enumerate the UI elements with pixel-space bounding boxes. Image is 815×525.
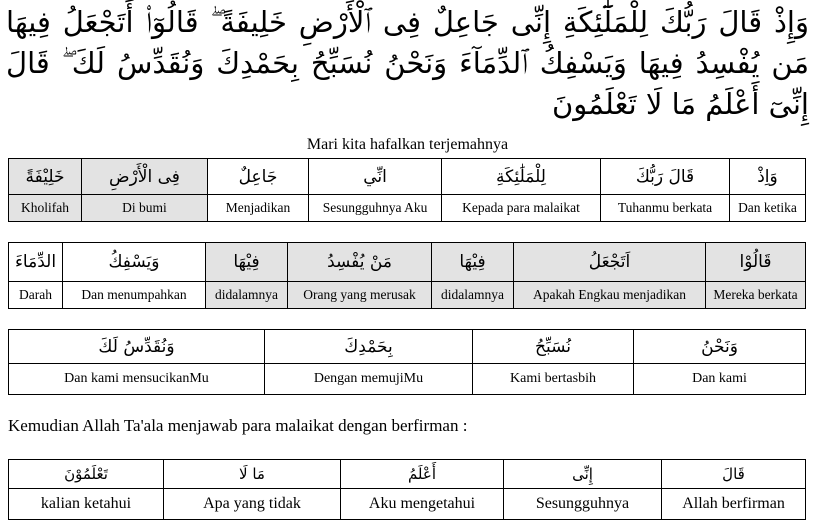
arabic-word: قَالَ — [662, 460, 806, 489]
arabic-word: تَعْلَمُوْنَ — [9, 460, 164, 489]
translation: Apa yang tidak — [164, 489, 341, 520]
arabic-word: خَلِيْفَةً — [9, 159, 82, 195]
translation: Sesungguhnya Aku — [309, 195, 442, 222]
arabic-word: فِيْهَا — [432, 243, 514, 282]
memorize-heading: Mari kita hafalkan terjemahnya — [306, 136, 509, 153]
translation: Dan ketika — [730, 195, 806, 222]
translation: Darah — [9, 282, 63, 309]
arabic-word: قَالُوْا — [706, 243, 806, 282]
translation: Dengan memujiMu — [265, 364, 473, 395]
translation: Dan kami — [634, 364, 806, 395]
arabic-word: إِنِّى — [504, 460, 662, 489]
translation: Dan menumpahkan — [63, 282, 206, 309]
vocabulary-table-2 — [8, 242, 806, 309]
translation: Menjadikan — [208, 195, 309, 222]
arabic-word: أَعْلَمُ — [341, 460, 504, 489]
translation: kalian ketahui — [9, 489, 164, 520]
arabic-word: مَا لَا — [164, 460, 341, 489]
translation: Mereka berkata — [706, 282, 806, 309]
vocabulary-table-4 — [8, 459, 806, 520]
arabic-word: جَاعِلٌ — [208, 159, 309, 195]
translation: Kami bertasbih — [473, 364, 634, 395]
translation: Kholifah — [9, 195, 82, 222]
translation: Tuhanmu berkata — [601, 195, 730, 222]
arabic-word: فِيْهَا — [206, 243, 288, 282]
arabic-word: لِلْمَلَٰئِكَةِ — [442, 159, 601, 195]
translation: Di bumi — [82, 195, 208, 222]
arabic-word: فِى الْأَرْضِ — [82, 159, 208, 195]
arabic-word: وَاِذْ — [730, 159, 806, 195]
translation: Kepada para malaikat — [442, 195, 601, 222]
arabic-word: وَنَحْنُ — [634, 330, 806, 364]
translation: Allah berfirman — [662, 489, 806, 520]
arabic-word: مَنْ يُفْسِدُ — [288, 243, 432, 282]
arabic-word: اَتَجْعَلُ — [514, 243, 706, 282]
arabic-word: انِّي — [309, 159, 442, 195]
arabic-word: وَيَسْفِكُ — [63, 243, 206, 282]
translation: didalamnya — [432, 282, 514, 309]
quran-verse: وَإِذْ قَالَ رَبُّكَ لِلْمَلَٰٓئِكَةِ إِنِّى جَاعِلٌ فِى ٱلْأَرْضِ خَلِيفَةً ۖ قَالُوٓا۟ أَتَجْعَلُ فِيهَا مَن يُفْسِدُ فِيهَا وَيَسْفِكُ ٱلدِّمَآءَ وَنَحْنُ نُسَبِّحُ بِحَمْدِكَ وَنُقَدِّسُ لَكَ ۖ قَالَ إِنِّىٓ أَعْلَمُ مَا لَا تَعْلَمُونَ — [6, 5, 809, 121]
arabic-word: وَنُقَدِّسُ لَكَ — [9, 330, 265, 364]
allah-answer-note: Kemudian Allah Ta'ala menjawab para malaikat dengan berfirman : — [8, 416, 468, 435]
arabic-word: الدِّمَاءَ — [9, 243, 63, 282]
translation: Orang yang merusak — [288, 282, 432, 309]
translation: didalamnya — [206, 282, 288, 309]
vocabulary-table-1 — [8, 158, 806, 222]
translation: Sesungguhnya — [504, 489, 662, 520]
translation: Aku mengetahui — [341, 489, 504, 520]
vocabulary-table-3 — [8, 329, 806, 395]
arabic-word: قَالَ رَبُّكَ — [601, 159, 730, 195]
arabic-word: بِحَمْدِكَ — [265, 330, 473, 364]
arabic-word: نُسَبِّحُ — [473, 330, 634, 364]
translation: Dan kami mensucikanMu — [9, 364, 265, 395]
translation: Apakah Engkau menjadikan — [514, 282, 706, 309]
